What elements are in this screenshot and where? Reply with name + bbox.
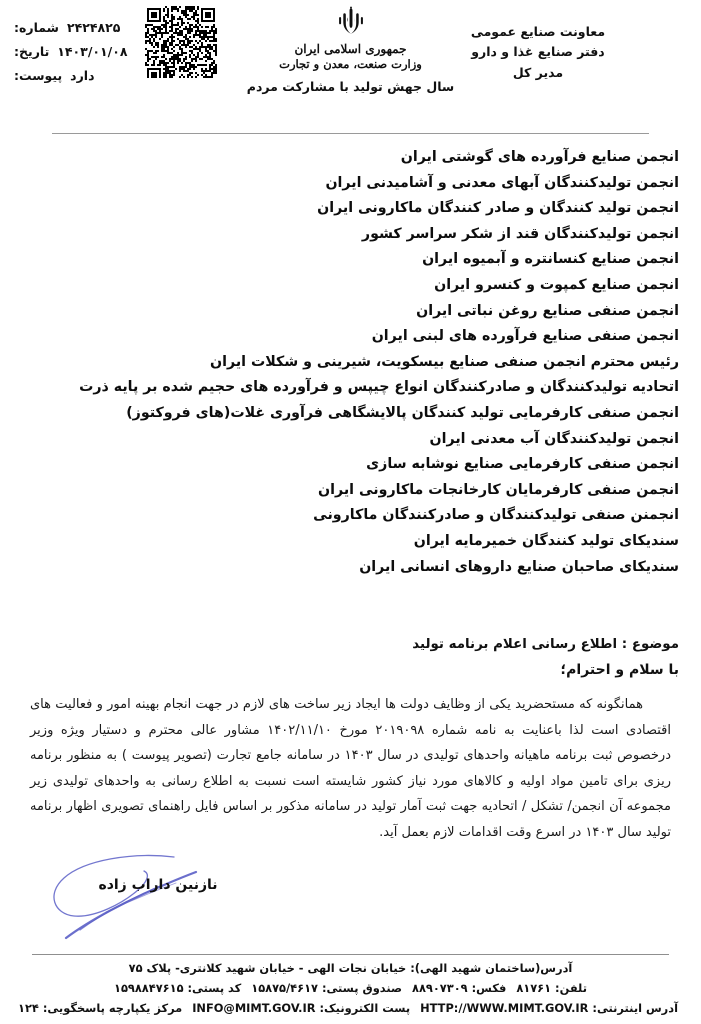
body-paragraph: همانگونه که مستحضرید یکی از وظایف دولت ها ایجاد زیر ساخت های لازم در جهت انجام بهینه امور و فعالیت های اقتصادی است لذا باعنایت به نامه شماره ۲۰۱۹۰۹۸ مورخ ۱۴۰۲/۱۱/۱۰ مشاور عالی محترم و دستیار ویژه وزیر درخصوص ثبت برنامه ماهیانه واحدهای تولیدی در سال ۱۴۰۳ در سامانه جامع تجارت (تصویر پیوست ) به منظور برنامه ریزی برای تامین مواد اولیه و کالاهای مورد نیاز کشور شایسته است نسبت به اطلاع رسانی به واحدهای تولیدی زیر مجموعه آن انجمن/ تشکل / اتحادیه جهت ثبت آمار تولید در سامانه مذکور بر اساس فایل راهنمای تصویری اظهار برنامه تولید سال ۱۴۰۳ در اسرع وقت اقدامات لازم بعمل آید. (30, 697, 671, 840)
recipient-line: سندیکای صاحبان صنایع داروهای انسانی ایران (359, 558, 679, 575)
recipient-line: رئیس محترم انجمن صنفی صنایع بیسکویت، شیرینی و شکلات ایران (210, 353, 679, 370)
subject-block (22, 633, 679, 683)
signer-name: نازنین داراب زاده (98, 877, 218, 893)
footer-postcode (114, 981, 241, 995)
footer-website (416, 1001, 678, 1015)
recipient-line: انجمنن صنفی تولیدکنندگان و صادرکنندگان ماکارونی (313, 507, 679, 524)
letter-number-row (14, 16, 154, 40)
qr-code-canvas (145, 6, 217, 84)
letter-body (30, 692, 671, 845)
recipient-line: انجمن صنایع فرآورده های گوشتی ایران (400, 149, 679, 165)
letter-attachment-value: دارد (70, 67, 95, 83)
year-slogan: سال جهش تولید با مشارکت مردم (246, 78, 455, 94)
letter-number-label: شماره: (14, 20, 59, 35)
letterhead (0, 0, 701, 118)
footer-address-value: خیابان نجات الهی - خیابان شهید کلانتری- پلاک ۷۵ (128, 961, 407, 975)
footer-pobox-label: صندوق پستی: (321, 981, 403, 995)
footer-email-label: پست الکترونیک: (319, 1001, 411, 1015)
greeting-line: با سلام و احترام؛ (560, 662, 679, 678)
qr-code-icon (145, 6, 217, 84)
footer-email-value[interactable]: INFO@MIMT.GOV.IR (192, 1001, 316, 1015)
recipient-line: انجمن صنفی کارفرمایی تولید کنندگان پالایشگاهی فرآوری غلات(های فروکتوز) (126, 404, 679, 421)
footer-fax (408, 981, 506, 995)
recipient-line: انجمن تولیدکنندگان قند از شکر سراسر کشور (361, 225, 679, 242)
recipient-line: انجمن صنفی صنایع فرآورده های لبنی ایران (371, 328, 679, 345)
recipient-line: انجمن تولیدکنندگان آبهای معدنی و آشامیدنی ایران (325, 174, 679, 191)
letter-meta-block (14, 16, 154, 87)
footer-phone-value: ۸۱۷۶۱ (516, 981, 552, 995)
footer-fax-value: ۸۸۹۰۷۳۰۹ (412, 981, 468, 995)
subject-line: موضوع : اطلاع رسانی اعلام برنامه تولید (412, 637, 679, 652)
footer-phone-label: تلفن: (555, 981, 587, 995)
footer-divider (32, 954, 669, 955)
recipient-line: انجمن تولیدکنندگان آب معدنی ایران (429, 430, 679, 447)
signature-mark-icon (36, 852, 306, 942)
recipient-list (22, 145, 679, 580)
footer-contact-line (20, 978, 681, 998)
footer-website-value[interactable]: HTTP://WWW.MIMT.GOV.IR (420, 1001, 589, 1015)
footer-postcode-label: کد پستی: (187, 981, 242, 995)
recipient-line: اتحادیه تولیدکنندگان و صادرکنندگان انواع چیپس و فرآورده های حجیم شده بر پایه ذرت (79, 379, 679, 396)
letter-number-value: ۲۴۲۴۸۲۵ (66, 20, 121, 35)
letter-attachment-row (14, 64, 154, 88)
footer-fax-label: فکس: (471, 981, 507, 995)
letter-date-value: ۱۴۰۳/۰۱/۰۸ (57, 43, 128, 59)
footer-callcenter (18, 1001, 182, 1015)
footer-address-label: آدرس(ساختمان شهید الهی): (410, 961, 573, 975)
signature-block (36, 852, 306, 942)
recipient-line: سندیکای تولید کنندگان خمیرمایه ایران (413, 532, 679, 549)
footer-callcenter-value: ۱۲۴ (18, 1001, 39, 1015)
ministry-department: وزارت صنعت، معدن و تجارت (279, 57, 422, 72)
recipient-line: انجمن صنفی صنایع روغن نباتی ایران (416, 302, 679, 319)
footer-pobox-value: ۱۵۸۷۵/۴۶۱۷ (251, 981, 318, 995)
footer-phone (512, 981, 587, 995)
iran-emblem-icon (334, 4, 368, 40)
footer (20, 958, 681, 1018)
footer-postcode-value: ۱۵۹۸۸۴۷۶۱۵ (114, 981, 184, 995)
recipient-line: انجمن صنایع کنسانتره و آبمیوه ایران (422, 251, 679, 268)
recipient-line: انجمن صنایع کمپوت و کنسرو ایران (434, 276, 679, 293)
footer-email (188, 1001, 410, 1015)
recipient-line: انجمن تولید کنندگان و صادر کنندگان ماکارونی ایران (317, 200, 679, 217)
footer-callcenter-label: مرکز یکپارچه پاسخگویی: (42, 1001, 183, 1015)
department-line-3: مدیر کل (512, 64, 564, 80)
header-divider (52, 133, 649, 134)
footer-address-line (20, 958, 681, 978)
department-line-1: معاونت صنایع عمومی (470, 24, 606, 39)
letter-date-label: تاریخ: (14, 43, 50, 59)
footer-website-label: آدرس اینترنتی: (592, 1001, 678, 1015)
ministry-name: جمهوری اسلامی ایران (294, 42, 407, 56)
recipient-line: انجمن صنفی کارفرمایی صنایع نوشابه سازی (366, 456, 679, 473)
letter-attachment-label: پیوست: (14, 67, 63, 83)
department-block (423, 22, 653, 83)
letter-date-row (14, 40, 154, 64)
footer-web-line (20, 998, 681, 1018)
recipient-line: انجمن صنفی کارفرمایان کارخانجات ماکارونی ایران (318, 481, 679, 498)
footer-pobox (247, 981, 402, 995)
department-line-2: دفتر صنایع غذا و دارو (471, 44, 605, 60)
